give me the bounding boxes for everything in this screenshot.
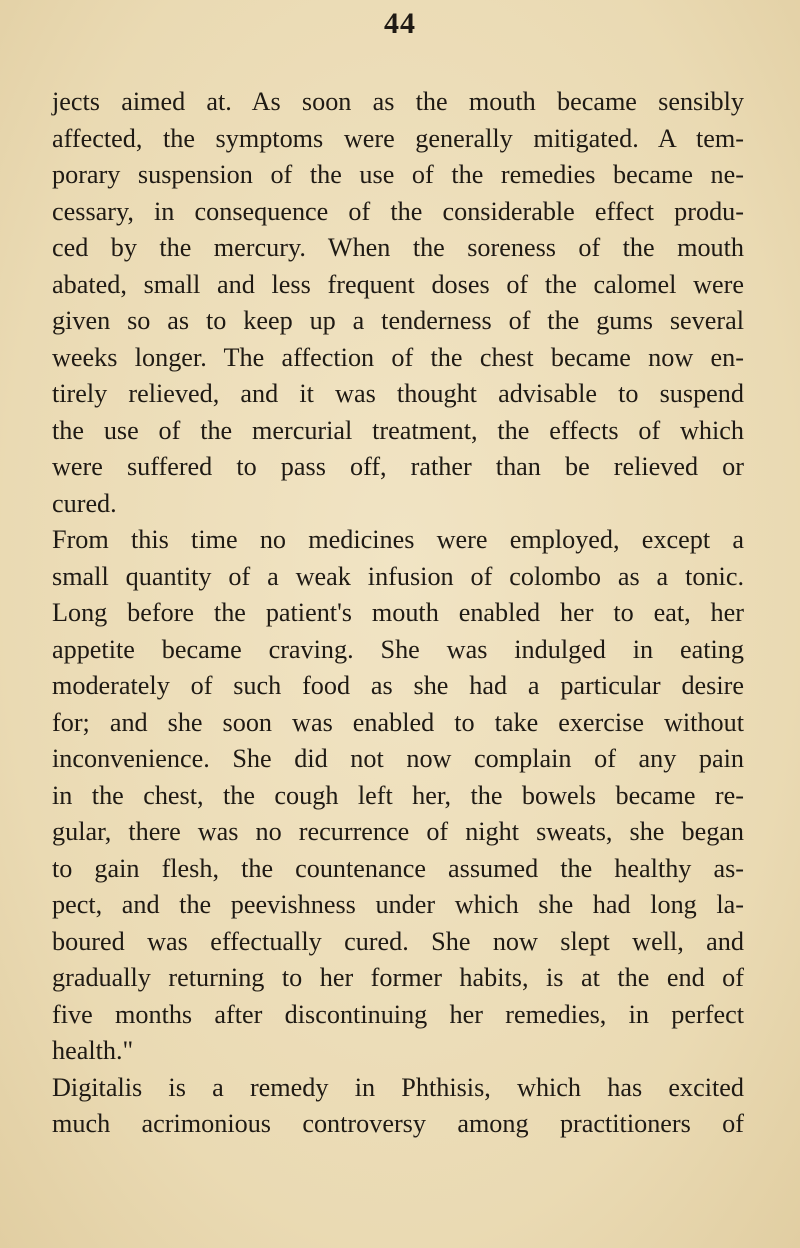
text-line: boured was effectually cured. She now slept well, and — [52, 926, 744, 956]
text-line: affected, the symptoms were generally mitigated. A tem- — [52, 123, 744, 153]
text-line: gular, there was no recurrence of night sweats, she began — [52, 817, 744, 846]
text-line: gradually returning to her former habits, is at the end of — [52, 963, 744, 992]
text-line: weeks longer. The affection of the chest became now en- — [52, 342, 744, 372]
text-line: five months after discontinuing her remedies, in perfect — [52, 999, 744, 1029]
paragraph-1 — [52, 84, 744, 522]
text-line: abated, small and less frequent doses of the calomel were — [52, 269, 744, 299]
text-line: porary suspension of the use of the remedies became ne- — [52, 160, 744, 189]
paragraph-3 — [52, 1070, 744, 1143]
text-line: From this time no medicines were employed, except a — [52, 525, 744, 554]
text-line: jects aimed at. As soon as the mouth became sensibly — [52, 87, 744, 116]
text-line: cured. — [52, 488, 117, 518]
text-line: cessary, in consequence of the considerable effect produ- — [52, 196, 744, 226]
text-line: tirely relieved, and it was thought advisable to suspend — [52, 379, 744, 408]
text-line: pect, and the peevishness under which she had long la- — [52, 890, 744, 919]
text-line: were suffered to pass off, rather than be relieved or — [52, 452, 744, 481]
paragraph-2 — [52, 522, 744, 1070]
text-line: to gain flesh, the countenance assumed the healthy as- — [52, 853, 744, 883]
text-line: for; and she soon was enabled to take exercise without — [52, 707, 744, 737]
text-line: in the chest, the cough left her, the bowels became re- — [52, 780, 744, 810]
text-line: inconvenience. She did not now complain of any pain — [52, 744, 744, 773]
text-line: moderately of such food as she had a particular desire — [52, 671, 744, 700]
text-line: appetite became craving. She was indulged in eating — [52, 634, 744, 664]
text-line: health." — [52, 1036, 134, 1065]
text-line: small quantity of a weak infusion of colombo as a tonic. — [52, 561, 744, 591]
text-line: given so as to keep up a tenderness of the gums several — [52, 306, 744, 335]
page-number: 44 — [384, 7, 416, 40]
text-line: Digitalis is a remedy in Phthisis, which has excited — [52, 1072, 744, 1102]
text-line: Long before the patient's mouth enabled her to eat, her — [52, 598, 744, 627]
text-line: ced by the mercury. When the soreness of the mouth — [52, 233, 744, 262]
body-text — [52, 84, 744, 1143]
text-line: the use of the mercurial treatment, the effects of which — [52, 415, 744, 445]
text-line: much acrimonious controversy among practitioners of — [52, 1109, 744, 1138]
